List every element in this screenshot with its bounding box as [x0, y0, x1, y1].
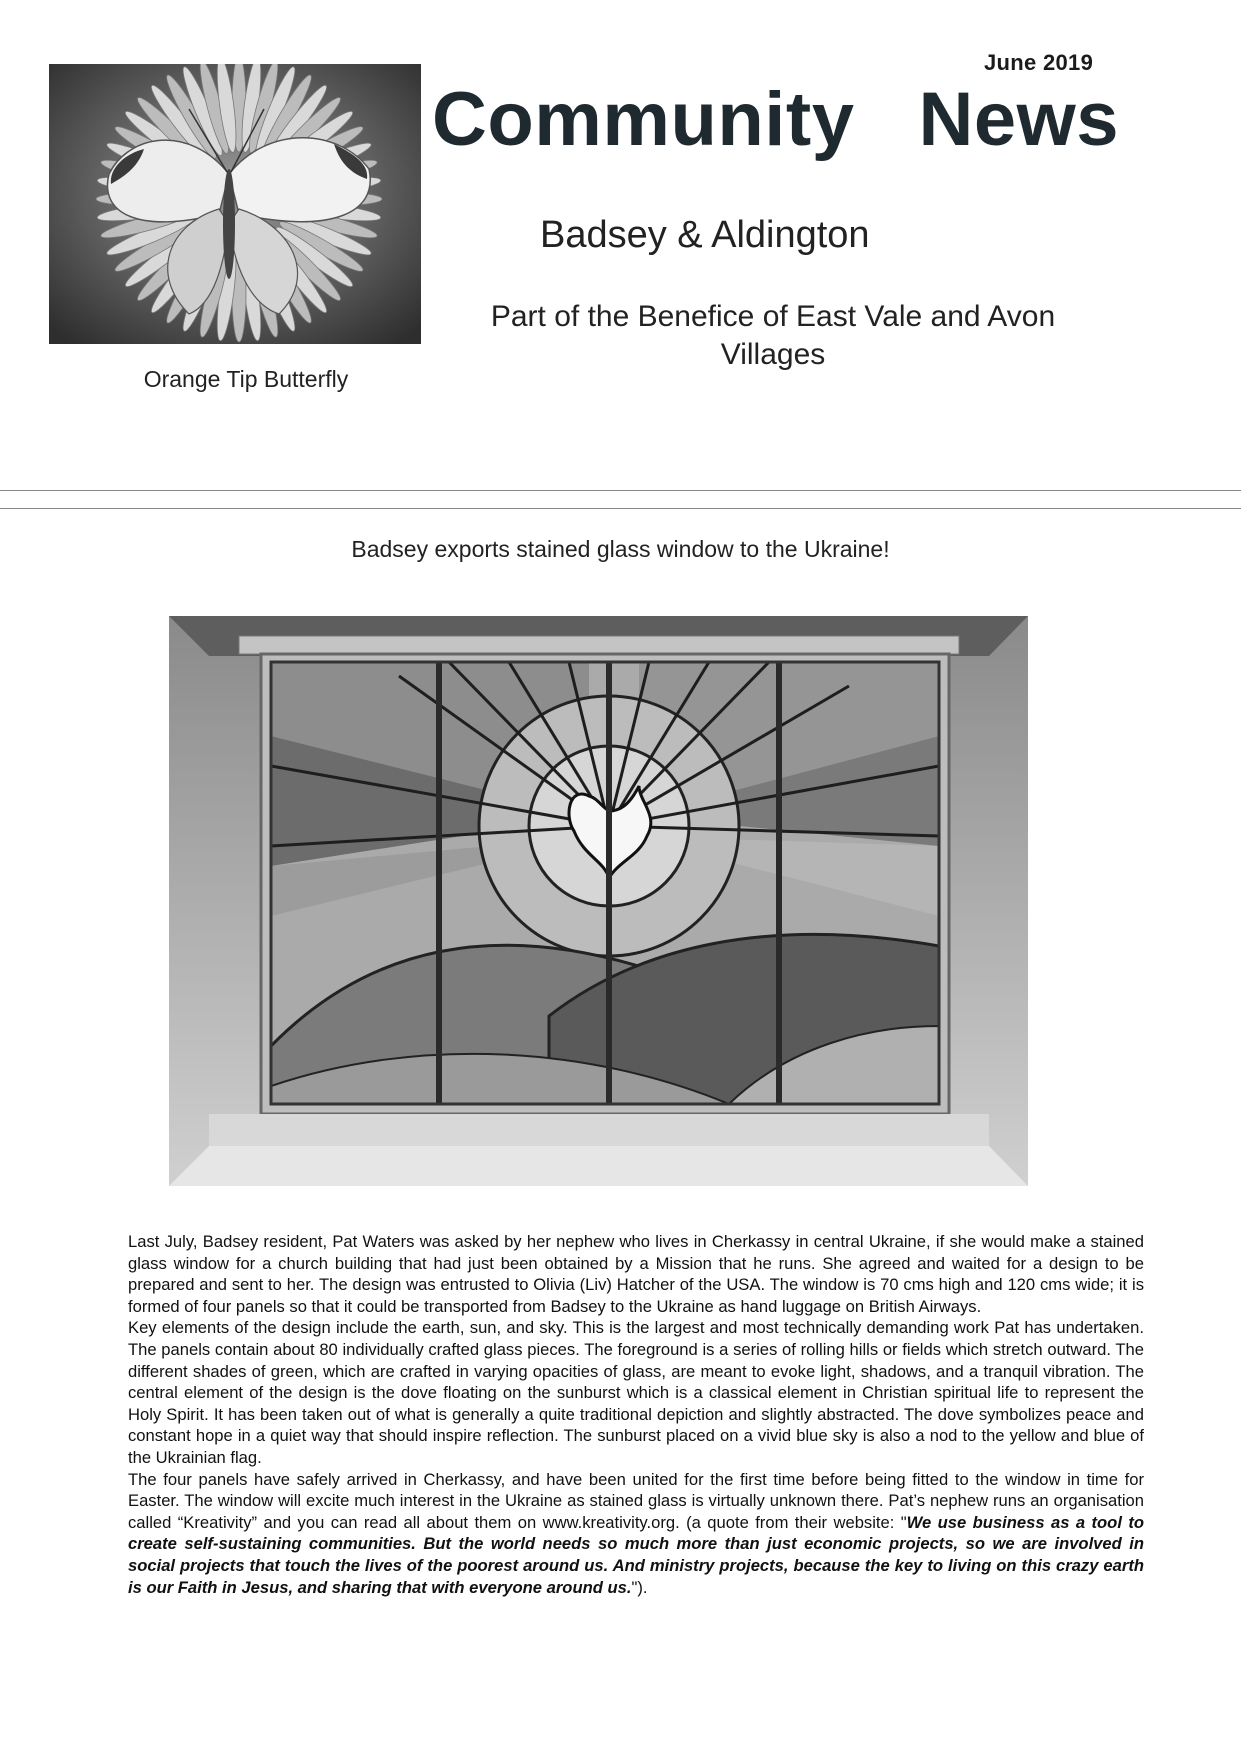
divider-top: [0, 490, 1241, 491]
newsletter-title: [432, 77, 1120, 162]
parish-names: Badsey & Aldington: [540, 214, 870, 256]
title-word-community: Community: [432, 77, 855, 162]
butterfly-caption: Orange Tip Butterfly: [143, 366, 349, 392]
butterfly-photo-svg: [49, 64, 421, 344]
benefice-line-2: Villages: [720, 338, 826, 371]
stained-glass-window-photo: [169, 616, 1028, 1186]
article-paragraph-2: Key elements of the design include the earth, sun, and sky. This is the largest and most technically demanding work Pat has undertaken. The panels contain about 80 individually crafted glass pieces. The foreground is a series of rolling hills or fields which stretch outward. The different shades of green, which are crafted in varying opacities of glass, are meant to evoke light, shadows, and a tranquil vibration. The central element of the design is the dove floating on the sunburst which is a classical element in Christian spiritual life to represent the Holy Spirit. It has been taken out of what is generally a quite traditional depiction and slightly abstracted. The dove symbolizes peace and constant hope in a quiet way that should inspire reflection. The sunburst placed on a vivid blue sky is also a nod to the yellow and blue of the Ukrainian flag.: [128, 1318, 1144, 1467]
article-headline: Badsey exports stained glass window to the Ukraine!: [351, 536, 890, 562]
butterfly-photo: [49, 64, 421, 344]
title-word-news: News: [918, 77, 1120, 162]
article-paragraph-3: [128, 1469, 1144, 1599]
article-body: [128, 1231, 1144, 1598]
divider-bottom: [0, 508, 1241, 509]
paragraph-3-lead: The four panels have safely arrived in Cherkassy, and have been united for the first time before being fitted to the window in time for Easter. The window will excite much interest in the Ukraine as stained glass is virtually unknown there. Pat’s nephew runs an organisation called “Kreativity” and you can read all about them on www.kreativity.org. (a quote from their website: ": [128, 1469, 1144, 1532]
article-paragraph-1: Last July, Badsey resident, Pat Waters was asked by her nephew who lives in Cherkassy in central Ukraine, if she would make a stained glass window for a church building that had just been obtained by a Mission that he runs. She agreed and waited for a design to be prepared and sent to her. The design was entrusted to Olivia (Liv) Hatcher of the USA. The window is 70 cms high and 120 cms wide; it is formed of four panels so that it could be transported from Badsey to the Ukraine as hand luggage on British Airways.: [128, 1232, 1144, 1316]
benefice-line-1: Part of the Benefice of East Vale and Avon: [490, 300, 1056, 333]
benefice-subtitle: [428, 298, 1118, 374]
stained-glass-svg: [169, 616, 1028, 1186]
website-quote: We use business as a tool to create self-sustaining communities. But the world needs so much more than just economic projects, so we are involved in social projects that touch the lives of the poorest around us. And ministry projects, because the key to living on this crazy earth is our Faith in Jesus, and sharing that with everyone around us.: [128, 1512, 1144, 1597]
issue-date: June 2019: [984, 50, 1094, 75]
paragraph-3-tail: ").: [631, 1577, 648, 1597]
